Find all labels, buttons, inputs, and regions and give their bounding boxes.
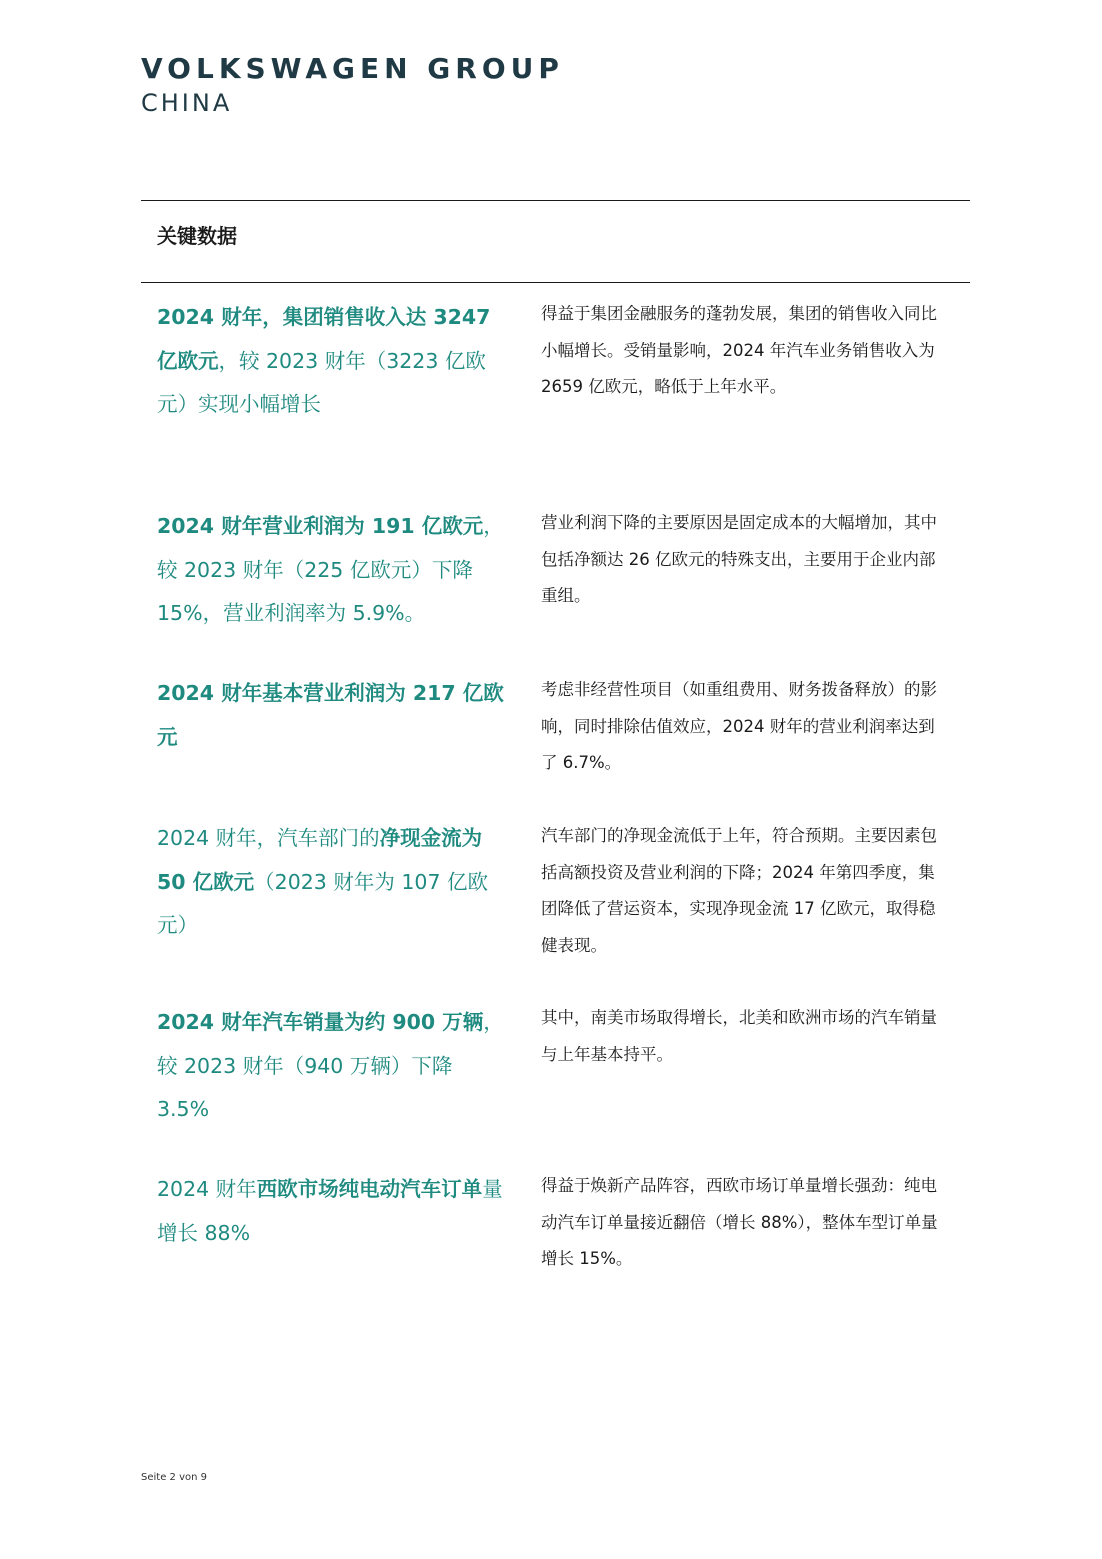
headline-part: ，较 2023 财年（3223 亿欧元）实现小幅增长 — [157, 348, 486, 416]
section-title: 关键数据 — [157, 224, 237, 248]
key-figure-headline — [157, 505, 509, 636]
key-figure-headline — [157, 1001, 509, 1132]
headline-part: 2024 财年营业利润为 191 亿欧元 — [157, 514, 484, 538]
headline-part: 量增长 88% — [157, 1177, 503, 1245]
key-figure-headline — [157, 296, 509, 427]
headline-part: 净现金流为 50 亿欧元 — [157, 826, 483, 894]
key-figure-headline — [157, 817, 509, 948]
key-figure-description: 得益于集团金融服务的蓬勃发展，集团的销售收入同比小幅增长。受销量影响，2024 年汽车业务销售收入为 2659 亿欧元，略低于上年水平。 — [541, 304, 937, 396]
key-figure-description: 营业利润下降的主要原因是固定成本的大幅增加，其中包括净额达 26 亿欧元的特殊支出，主要用于企业内部重组。 — [541, 513, 937, 605]
logo-wordmark: VOLKSWAGEN GROUP — [141, 52, 564, 85]
headline-part: 西欧市场纯电动汽车订单 — [256, 1177, 483, 1201]
key-figure-description: 其中，南美市场取得增长，北美和欧洲市场的汽车销量与上年基本持平。 — [541, 1008, 937, 1064]
headline-part: ，较 2023 财年（940 万辆）下降 3.5% — [157, 1010, 504, 1121]
headline-part: 2024 财年，汽车部门的 — [157, 826, 380, 850]
key-figure-headline — [157, 672, 509, 759]
key-figure-description: 考虑非经营性项目（如重组费用、财务拨备释放）的影响，同时排除估值效应，2024 财年的营业利润率达到了 6.7%。 — [541, 680, 937, 772]
divider-top — [141, 200, 970, 201]
key-figure-description: 得益于焕新产品阵容，西欧市场订单量增长强劲：纯电动汽车订单量接近翻倍（增长 88%），整体车型订单量增长 15%。 — [541, 1176, 938, 1268]
key-figure-description: 汽车部门的净现金流低于上年，符合预期。主要因素包括高额投资及营业利润的下降；2024 年第四季度，集团降低了营运资本，实现净现金流 17 亿欧元，取得稳健表现。 — [541, 826, 937, 955]
headline-part: ，较 2023 财年（225 亿欧元）下降 15%，营业利润率为 5.9%。 — [157, 514, 504, 625]
key-figure-headline — [157, 1168, 509, 1255]
page-number: Seite 2 von 9 — [141, 1472, 207, 1483]
divider-bottom — [141, 282, 970, 283]
headline-part: （2023 财年为 107 亿欧元） — [157, 869, 489, 937]
headline-part: 2024 财年基本营业利润为 217 亿欧元 — [157, 681, 504, 749]
headline-part: 2024 财年 — [157, 1177, 257, 1201]
headline-part: 2024 财年，集团销售收入达 3247 亿欧元 — [157, 305, 491, 373]
headline-part: 2024 财年汽车销量为约 900 万辆 — [157, 1010, 484, 1034]
logo-subline: CHINA — [141, 89, 233, 117]
